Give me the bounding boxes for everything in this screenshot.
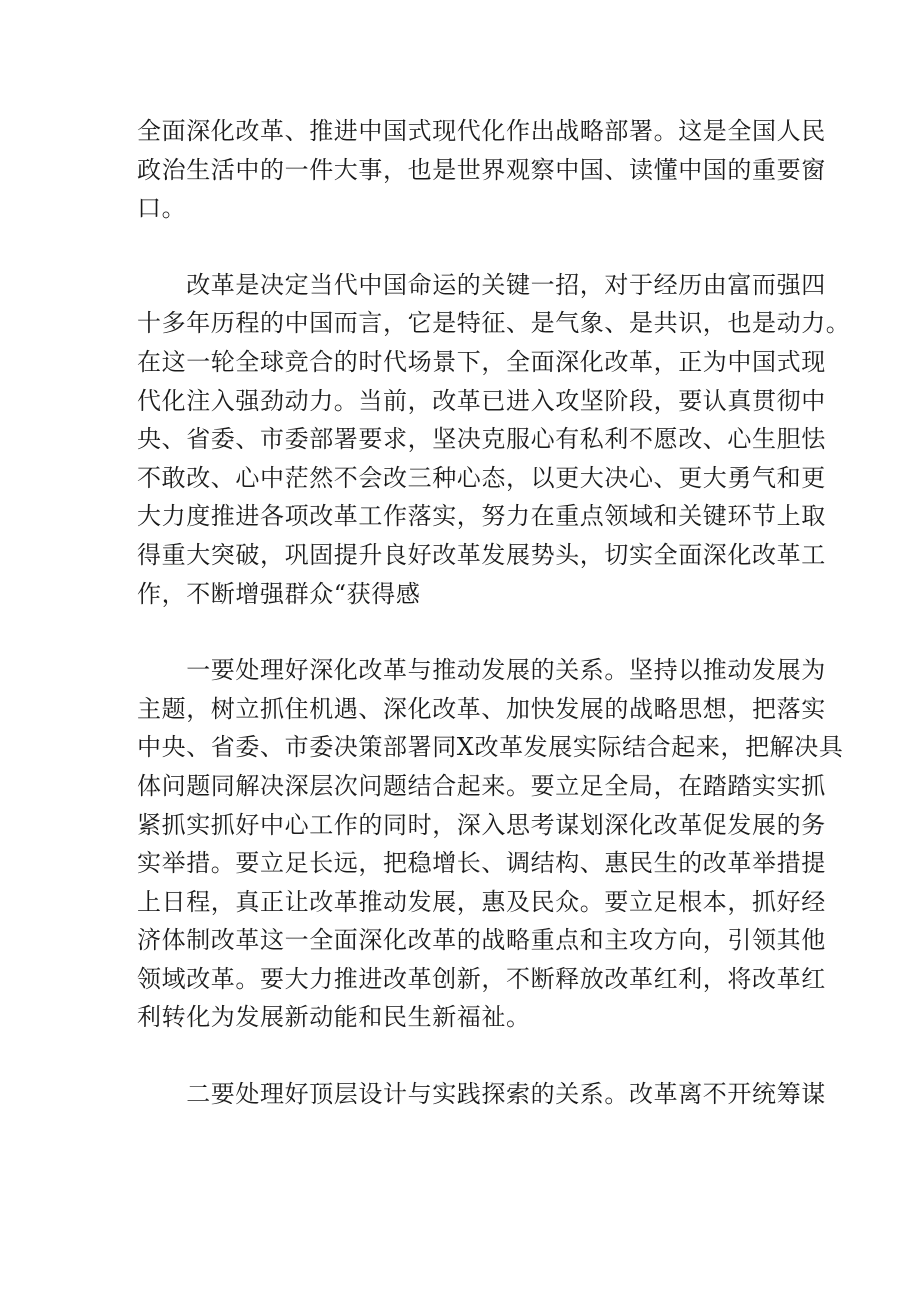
text-line: 紧抓实抓好中心工作的同时，深入思考谋划深化改革促发展的务 [137, 810, 826, 839]
text-line: 实举措。要立足长远，把稳增长、调结构、惠民生的改革举措提 [137, 849, 826, 878]
paragraph-intro-continuation [137, 112, 826, 228]
text-line: 代化注入强劲动力。当前，改革已进入攻坚阶段，要认真贯彻中 [137, 386, 826, 415]
text-line: 央、省委、市委部署要求，坚决克服心有私利不愿改、心生胆怯 [137, 425, 826, 454]
paragraph-point-two [137, 1075, 826, 1114]
text-line: 改革是决定当代中国命运的关键一招，对于经历由富而强四 [137, 270, 826, 299]
text-line: 不敢改、心中茫然不会改三种心态，以更大决心、更大勇气和更 [137, 463, 826, 492]
document-body [137, 112, 851, 1114]
text-line: 主题，树立抓住机遇、深化改革、加快发展的战略思想，把落实 [137, 694, 826, 723]
text-line: 一要处理好深化改革与推动发展的关系。坚持以推动发展为 [137, 656, 826, 685]
text-line: 体问题同解决深层次问题结合起来。要立足全局，在踏踏实实抓 [137, 771, 826, 800]
text-line: 利转化为发展新动能和民生新福祉。 [137, 1003, 531, 1032]
paragraph-point-one [137, 651, 844, 1037]
text-line: 在这一轮全球竞合的时代场景下，全面深化改革，正为中国式现 [137, 347, 826, 376]
paragraph-reform-key [137, 266, 851, 613]
text-line: 十多年历程的中国而言，它是特征、是气象、是共识，也是动力。 [137, 309, 851, 338]
text-line: 作，不断增强群众“获得感 [137, 579, 421, 608]
text-line: 二要处理好顶层设计与实践探索的关系。改革离不开统筹谋 [137, 1080, 826, 1109]
text-line: 得重大突破，巩固提升良好改革发展势头，切实全面深化改革工 [137, 540, 826, 569]
text-line: 中央、省委、市委决策部署同X改革发展实际结合起来，把解决具 [137, 733, 844, 762]
text-line: 政治生活中的一件大事，也是世界观察中国、读懂中国的重要窗 [137, 155, 826, 184]
text-line: 全面深化改革、推进中国式现代化作出战略部署。这是全国人民 [137, 117, 826, 145]
text-line: 领域改革。要大力推进改革创新，不断释放改革红利，将改革红 [137, 964, 826, 993]
text-line: 上日程，真正让改革推动发展，惠及民众。要立足根本，抓好经 [137, 887, 826, 916]
text-line: 大力度推进各项改革工作落实，努力在重点领域和关键环节上取 [137, 502, 826, 531]
text-line: 济体制改革这一全面深化改革的战略重点和主攻方向，引领其他 [137, 926, 826, 955]
text-line: 口。 [137, 194, 187, 223]
